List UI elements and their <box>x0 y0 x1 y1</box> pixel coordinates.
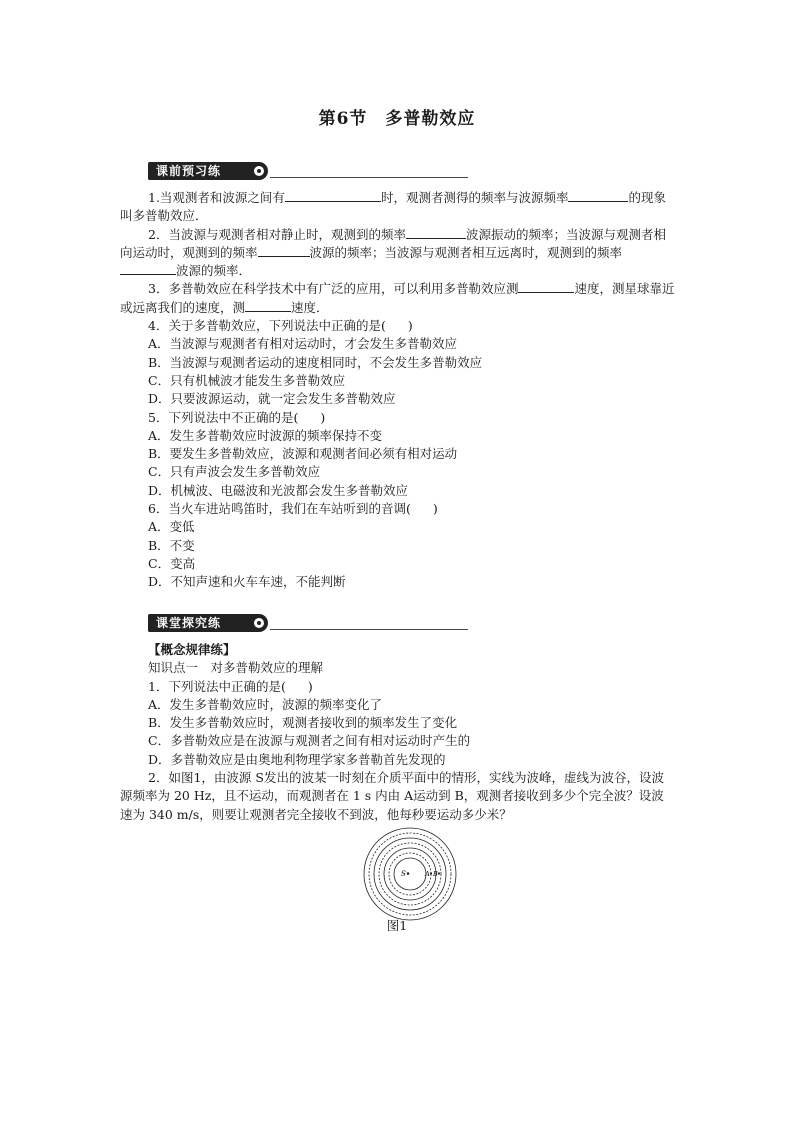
preview-questions <box>120 189 676 592</box>
source-point <box>407 872 410 875</box>
section-divider <box>270 177 468 178</box>
preview-q1: 1.当观测者和波源之间有 时，观测者测得的频率与波源频率 的现象叫多普勒效应． <box>120 190 666 224</box>
option-a: A．当波源与观测者有相对运动时，才会发生多普勒效应 <box>148 336 458 352</box>
classroom-q1-stem: 1．下列说法中正确的是( ) <box>148 678 313 694</box>
point-b <box>438 872 440 874</box>
title-main: 多普勒效应 <box>385 109 476 129</box>
point-b-label: B <box>433 870 438 878</box>
wave-figure <box>362 826 458 922</box>
option-a: A．发生多普勒效应时，波源的频率变化了 <box>148 696 383 712</box>
option-d: D．机械波、电磁波和光波都会发生多普勒效应 <box>148 482 409 498</box>
option-d: D．不知声速和火车车速，不能判断 <box>148 574 346 590</box>
wave-crest <box>364 828 456 920</box>
preview-q6-stem: 6．当火车进站鸣笛时，我们在车站听到的音调( ) <box>148 501 438 517</box>
section-label-preview: 课前预习练 <box>156 164 222 178</box>
section-tag-classroom <box>148 614 268 632</box>
answer-blank[interactable] <box>285 189 381 202</box>
preview-q5-stem: 5．下列说法中不正确的是( ) <box>148 409 326 425</box>
option-c: C．只有声波会发生多普勒效应 <box>148 464 321 480</box>
answer-blank[interactable] <box>518 280 574 293</box>
option-b: B．当波源与观测者运动的速度相同时，不会发生多普勒效应 <box>148 354 483 370</box>
section-bullet-icon <box>254 166 264 176</box>
knowledge-point-1: 知识点一 对多普勒效应的理解 <box>148 660 324 676</box>
preview-q2: 2．当波源与观测者相对静止时，观测到的频率 波源振动的频率；当波源与观测者相向运动时，观测到的频率 波源的频率；当波源与观测者相互远离时，观测到的频率波源的频率． <box>120 226 666 279</box>
page-title <box>0 104 794 129</box>
point-a-label: A <box>425 870 430 878</box>
option-d: D．只要波源运动，就一定会发生多普勒效应 <box>148 391 396 407</box>
section-header-classroom <box>148 614 468 634</box>
option-d: D．多普勒效应是由奥地利物理学家多普勒首先发现的 <box>148 751 446 767</box>
section-label-classroom: 课堂探究练 <box>156 616 222 630</box>
section-tag-preview <box>148 162 268 180</box>
classroom-questions <box>120 641 676 824</box>
source-label: S <box>401 870 406 878</box>
section-bullet-icon <box>254 618 264 628</box>
answer-blank[interactable] <box>568 189 628 202</box>
answer-blank[interactable] <box>258 244 310 257</box>
option-c: C．多普勒效应是在波源与观测者之间有相对运动时产生的 <box>148 733 471 749</box>
option-b: B．要发生多普勒效应，波源和观测者间必须有相对运动 <box>148 446 458 462</box>
option-c: C．变高 <box>148 555 196 571</box>
option-b: B．不变 <box>148 537 195 553</box>
answer-blank[interactable] <box>245 299 291 312</box>
preview-q4-stem: 4．关于多普勒效应，下列说法中正确的是( ) <box>148 318 413 334</box>
figure-caption: 图1 <box>386 918 408 933</box>
option-c: C．只有机械波才能发生多普勒效应 <box>148 372 346 388</box>
answer-blank[interactable] <box>406 226 466 239</box>
option-b: B．发生多普勒效应时，观测者接收到的频率发生了变化 <box>148 715 458 731</box>
answer-blank[interactable] <box>120 262 176 275</box>
wave-crest <box>394 858 426 890</box>
category-label: 【概念规律练】 <box>148 642 236 657</box>
section-divider <box>270 629 468 630</box>
title-prefix: 第6节 <box>318 109 368 129</box>
option-a: A．变低 <box>148 519 195 535</box>
classroom-q2: 2．如图1，由波源 S发出的波某一时刻在介质平面中的情形，实线为波峰，虚线为波谷，设波源频率为 20 Hz，且不运动，而观测者在 1 s 内由 A运动到 B，观测者接收到多少个完全波？设波速为 340 m/s，则要让观测者完全接收不到波，他每秒要运动多少米？ <box>120 770 664 822</box>
point-a <box>430 872 432 874</box>
preview-q3: 3．多普勒效应在科学技术中有广泛的应用，可以利用多普勒效应测 速度，测星球靠近或远离我们的速度，测 速度． <box>120 281 675 315</box>
option-a: A．发生多普勒效应时波源的频率保持不变 <box>148 427 383 443</box>
section-header-preview <box>148 162 468 182</box>
